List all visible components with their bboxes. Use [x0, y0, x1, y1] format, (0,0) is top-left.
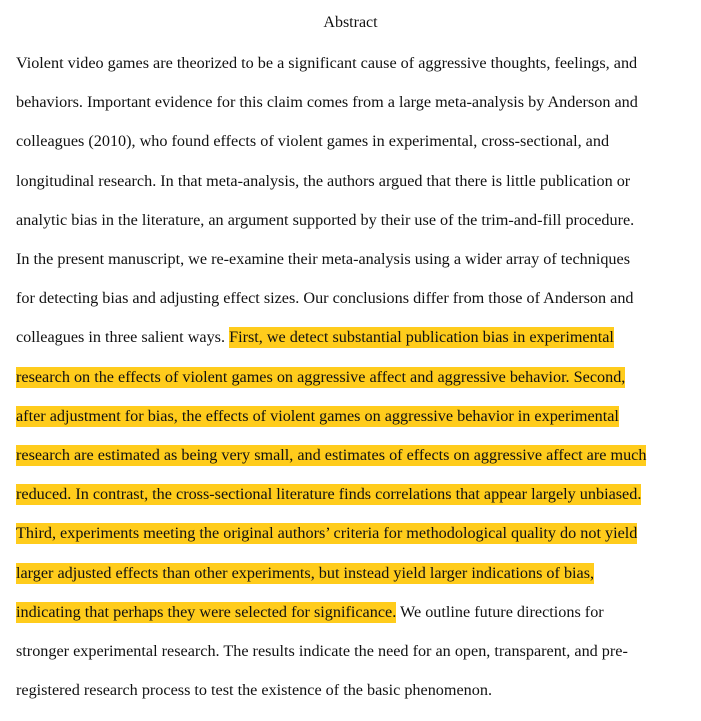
abstract-text: colleagues (2010), who found effects of violent games in experimental, cross-sectional, and: [16, 132, 610, 151]
highlighted-text: reduced. In contrast, the cross-sectional literature finds correlations that appear largely unbiased.: [16, 485, 642, 504]
highlighted-text: research are estimated as being very small, and estimates of effects on aggressive affect are much: [16, 446, 647, 464]
abstract-line: [16, 366, 625, 388]
abstract-line: [16, 52, 637, 74]
abstract-text: Violent video games are theorized to be a significant cause of aggressive thoughts, feelings, and: [16, 54, 638, 72]
highlighted-text: Third, experiments meeting the original authors’ criteria for methodological quality do not yield: [16, 524, 638, 543]
abstract-text: We outline future directions for: [396, 602, 604, 621]
abstract-text: for detecting bias and adjusting effect sizes. Our conclusions differ from those of Anderson and: [16, 289, 634, 308]
highlighted-text: research on the effects of violent games on aggressive affect and aggressive behavior. Second,: [16, 367, 626, 386]
abstract-text: analytic bias in the literature, an argument supported by their use of the trim-and-fill procedure.: [16, 210, 635, 229]
abstract-line: [16, 130, 609, 152]
highlighted-text: indicating that perhaps they were selected for significance.: [16, 602, 397, 621]
abstract-line: [16, 522, 637, 544]
abstract-text: behaviors. Important evidence for this claim comes from a large meta-analysis by Anderson and: [16, 93, 638, 112]
abstract-line: [16, 287, 634, 309]
abstract-line: [16, 679, 492, 701]
abstract-line: [16, 444, 646, 466]
highlighted-text: First, we detect substantial publication bias in experimental: [229, 328, 614, 347]
abstract-line: [16, 483, 641, 505]
abstract-line: [16, 170, 630, 192]
abstract-line: [16, 405, 619, 427]
abstract-heading: Abstract: [323, 14, 378, 31]
abstract-line: [16, 640, 628, 662]
abstract-line: [16, 326, 614, 348]
abstract-line: [16, 248, 630, 270]
abstract-line: [16, 562, 594, 584]
abstract-text: stronger experimental research. The results indicate the need for an open, transparent, and pre-: [16, 642, 628, 660]
abstract-line: [16, 209, 634, 231]
highlighted-text: after adjustment for bias, the effects of violent games on aggressive behavior in experimental: [16, 406, 619, 425]
abstract-text: In the present manuscript, we re-examine their meta-analysis using a wider array of techniques: [16, 250, 630, 268]
abstract-text: longitudinal research. In that meta-analysis, the authors argued that there is little publication or: [16, 171, 631, 190]
abstract-line: [16, 91, 638, 113]
abstract-text: registered research process to test the existence of the basic phenomenon.: [16, 681, 492, 700]
highlighted-text: larger adjusted effects than other experiments, but instead yield larger indications of bias,: [16, 563, 595, 582]
abstract-text: colleagues in three salient ways.: [16, 328, 230, 347]
abstract-line: [16, 601, 604, 623]
